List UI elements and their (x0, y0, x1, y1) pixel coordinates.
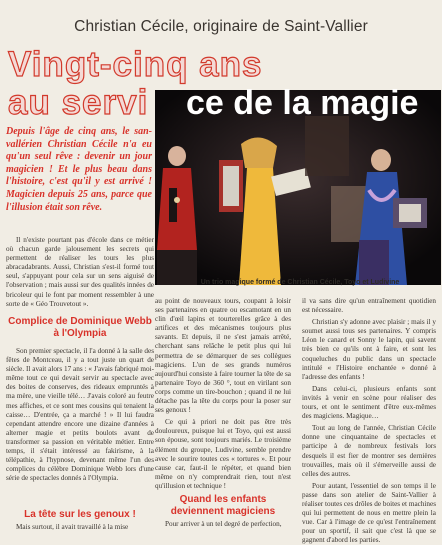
headline-line-2a: au servi (8, 83, 149, 122)
headline-line-2b: ce de la magie (186, 84, 419, 122)
column-1-body (6, 347, 154, 483)
column-3-body (302, 297, 436, 545)
paragraph: Il n'existe pourtant pas d'école dans ce métier où chacun garde jalousement les secrets qui permettent de réaliser les tours les plus abracadabrants. Aussi, Christian s'est-il formé tout seul, s'appuyant pour cela sur un sens aiguisé de l'observation ; mais aussi sur des qualités innées de bricoleur qui le font par moment ressembler à une sorte de « Géo Trouvetout ». (6, 236, 154, 308)
column-2-body (155, 297, 291, 491)
headline-line-1: Vingt-cinq ans (8, 45, 263, 84)
paragraph: Pour arriver à un tel degré de perfection, (165, 520, 282, 528)
paragraph: il va sans dire qu'un entraînement quotidien est nécessaire. (302, 297, 436, 315)
article-kicker: Christian Cécile, originaire de Saint-Vallier (74, 18, 368, 35)
column-1-intro (6, 236, 154, 309)
subheading-enfants-magiciens: Quand les enfants deviennent magiciens (170, 494, 276, 517)
paragraph: Ce qui à priori ne doit pas être très douloureux, puisque lui et Toyo, qui est aussi son épouse, sont toujours mariés. Le troisième élément du groupe, Ludivine, semble prendre avec le sourire toutes ces « tortures ». Et pour cause car, faut-il le répéter, et quand bien même on n'y comprendrait rien, tout n'est qu'illusion et technique ! (155, 418, 291, 490)
subheading-webb-olympia: Complice de Dominique Webb à l'Olympia (8, 316, 152, 339)
paragraph: Christian s'y adonne avec plaisir ; mais il y soumet aussi tous ses partenaires. Y compris Léon le canard et Sonny le lapin, qui savent très bien ce qu'ils ont à faire, et sont les coqueluches du public dans un spectacle intitulé « l'Histoire enchantée » donné à l'adresse des enfants ! (302, 318, 436, 381)
paragraph: Pour autant, l'essentiel de son temps il le passe dans son atelier de Saint-Vallier à réaliser toutes ces drôles de boites et machines qui lui permettent de nous en mettre plein la vue. Car à l'image de ce qu'est l'entraînement pour un sportif, il sait que c'est là que se gagnent d'abord les parties. (302, 481, 436, 545)
paragraph: Tout au long de l'année, Christian Cécile donne une cinquantaine de spectacles et participe à de nombreux festivals lors desquels il est fier de montrer ses dernières trouvailles, mais où il s'émerveille aussi de celles des autres. (302, 424, 436, 478)
subheading-tete-genoux: La tête sur les genoux ! (24, 509, 136, 520)
column-1-tail (6, 523, 154, 532)
article-lede: Depuis l'âge de cinq ans, le san-vallérien Christian Cécile n'a eu qu'un seul rêve : devenir un jour magicien ! Et le plus beau dans l'histoire, c'est qu'il y est arrivé ! Magicien depuis 25 ans, parce que l'illusion était son rêve. (6, 126, 152, 213)
paragraph: au point de nouveaux tours, coupant à loisir ses partenaires en quatre ou escamotant en un clin d'œil lapins et tourterelles grâce à des artifices et des mécanismes toujours plus savants. Et depuis, il ne s'est jamais arrêté, cherchant sans relâche le petit plus qui lui permettra de se démarquer de ses collègues magiciens. L'un de ses grands numéros aujourd'hui consiste à faire tourner la tête de sa partenaire Toyo de 360 °, tout en virilant son corps comme un tire-bouchon ; quand il ne lui détache pas la tête du corps pour la poser sur ses genoux ! (155, 297, 291, 415)
paragraph: Son premier spectacle, il l'a donné à la salle des fêtes de Montceau, il y a tout juste un quart de siècle. Il avait alors 17 ans : « J'avais fabriqué moi-même tout ce qui devait servir au spectacle avec des boites de conserves, des rideaux empruntés à ma mère, une vieille télé… J'avais coloré au feutre mes affiches, et ce sont mes cousins qui tenaient la caisse… D'entrée, ça a marché ! » Il lui faudra cependant attendre encore une dizaine d'années à alterner magie et petits boulots avant de transformer sa passion en véritable métier. Entre temps, il s'était intéressé au fakirisme, à la télépathie, à l'hypnose, devenant même l'un des complices du célèbre Dominique Webb lors d'une série de spectacles donnés à l'Olympia. (6, 347, 154, 483)
photo-caption: Un trio magique formé de Christian Cécile, Toyo et Ludivine (200, 279, 400, 286)
paragraph: Dans celui-ci, plusieurs enfants sont invités à venir en scène pour réaliser des tours, et ont le sentiment d'être eux-mêmes des magiciens. Magique… (302, 384, 436, 421)
column-2-tail (155, 520, 291, 529)
paragraph: Mais surtout, il avait travaillé à la mise (16, 523, 129, 531)
